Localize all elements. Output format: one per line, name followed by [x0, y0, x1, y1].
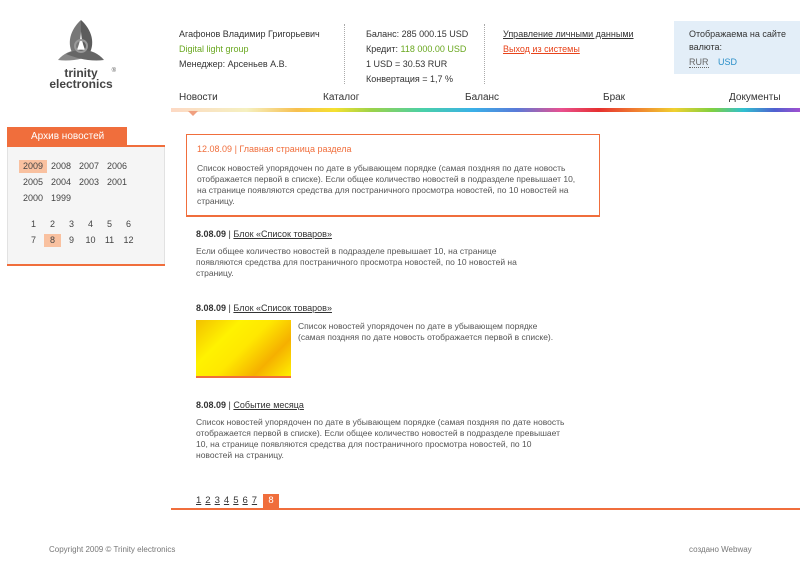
- news-text: Список новостей упорядочен по дате в убывающем порядке (самая поздняя по дате новость отображается первой в списке).: [298, 321, 554, 342]
- archive-divider: [7, 264, 165, 266]
- news-title[interactable]: Событие месяца: [233, 400, 304, 410]
- news-date: 8.08.09: [196, 400, 227, 410]
- news-date: 12.08.09: [197, 144, 233, 154]
- account-summary: [366, 27, 468, 87]
- credit-label: Кредит:: [366, 44, 398, 54]
- month-link[interactable]: 3: [68, 219, 74, 229]
- header-divider: [344, 24, 345, 84]
- news-image[interactable]: [196, 320, 291, 378]
- logo[interactable]: [42, 16, 122, 92]
- archive-months: [25, 218, 145, 250]
- user-info: [179, 27, 320, 72]
- news-heading: [196, 303, 332, 313]
- news-date: 8.08.09: [196, 303, 227, 313]
- exchange-rate: 1 USD = 30.53 RUR: [366, 59, 448, 69]
- news-heading: [196, 400, 566, 410]
- month-link[interactable]: 12: [123, 235, 134, 245]
- news-item: [196, 400, 566, 461]
- page-link[interactable]: 2: [205, 495, 211, 506]
- featured-heading: [197, 144, 599, 154]
- balance-row: [366, 27, 468, 42]
- nav-rainbow-bar: [171, 108, 800, 112]
- news-text: Если общее количество новостей в подразделе превышает 10, на странице появляются средства для постраничного просмотра новостей, по 10 новостей на страницу.: [196, 246, 517, 278]
- news-separator: |: [234, 144, 237, 154]
- account-links: [503, 27, 634, 57]
- news-separator: |: [228, 229, 231, 239]
- archive-title: Архив новостей: [7, 127, 127, 146]
- balance-value: 285 000.15 USD: [401, 29, 469, 39]
- page-link[interactable]: 3: [214, 495, 220, 506]
- month-link[interactable]: 10: [85, 235, 96, 245]
- content-divider: [171, 508, 800, 510]
- currency-label: Отображаема на сайте валюта:: [689, 29, 786, 52]
- profile-link[interactable]: Управление личными данными: [503, 29, 634, 39]
- credit-row: [366, 42, 468, 57]
- nav-item-defects[interactable]: Брак: [603, 92, 626, 103]
- page-link[interactable]: 4: [223, 495, 230, 506]
- page-link[interactable]: 1: [196, 495, 202, 506]
- currency-options: [689, 56, 800, 69]
- main-nav: [171, 90, 800, 106]
- year-link[interactable]: 1999: [50, 193, 72, 203]
- conversion-rate: Конвертация = 1,7 %: [366, 74, 454, 84]
- news-item: [196, 303, 332, 313]
- news-text: Список новостей упорядочен по дате в убывающем порядке (самая поздняя по дате новость отображается первой в списке). Если общее количество новостей в подразделе превышает 10, на странице появляются средства для постраничного просмотра новостей, по 10 новостей на страницу.: [196, 417, 565, 460]
- archive-years: [19, 160, 149, 208]
- month-link[interactable]: 4: [87, 219, 93, 229]
- year-link[interactable]: 2006: [106, 161, 128, 171]
- news-item: [196, 229, 536, 279]
- logout-link[interactable]: Выход из системы: [503, 44, 580, 54]
- nav-active-arrow-icon: [188, 111, 198, 116]
- user-name: Агафонов Владимир Григорьевич: [179, 29, 320, 39]
- month-link[interactable]: 11: [104, 235, 115, 245]
- page-link[interactable]: 5: [233, 495, 239, 506]
- news-heading: [196, 229, 536, 239]
- nav-item-documents[interactable]: Документы: [729, 92, 781, 103]
- featured-news: [186, 134, 600, 217]
- month-link[interactable]: 5: [106, 219, 112, 229]
- news-title[interactable]: Блок «Список товаров»: [233, 303, 332, 313]
- news-title[interactable]: Блок «Список товаров»: [233, 229, 332, 239]
- logo-line2: electronics: [49, 77, 113, 91]
- year-link[interactable]: 2005: [22, 177, 44, 187]
- page-link[interactable]: 7: [251, 495, 258, 506]
- year-link[interactable]: 2004: [50, 177, 72, 187]
- year-link[interactable]: 2001: [106, 177, 128, 187]
- month-link[interactable]: 2: [49, 219, 55, 229]
- year-link[interactable]: 2003: [78, 177, 100, 187]
- news-title[interactable]: Главная страница раздела: [239, 144, 352, 154]
- pagination: [196, 494, 283, 508]
- news-text: Список новостей упорядочен по дате в убывающем порядке (самая поздняя по дате новость отображается первой в списке). Если общее количество новостей в подразделе превышает 10, на странице появляются средства для постраничного просмотра новостей, по 10 новостей на страницу.: [197, 163, 576, 206]
- year-link[interactable]: 2008: [50, 161, 72, 171]
- month-link[interactable]: 1: [30, 219, 36, 229]
- news-separator: |: [228, 400, 231, 410]
- nav-item-catalog[interactable]: Каталог: [323, 92, 360, 103]
- currency-selector: [674, 21, 800, 74]
- user-manager: Менеджер: Арсеньев А.В.: [179, 59, 288, 69]
- year-link[interactable]: 2007: [78, 161, 100, 171]
- month-link[interactable]: 9: [68, 235, 74, 245]
- month-link[interactable]: 6: [125, 219, 131, 229]
- page-link[interactable]: 6: [242, 495, 248, 506]
- logo-line1: trinity: [64, 66, 98, 80]
- page-link-current[interactable]: 8: [263, 494, 279, 508]
- nav-item-balance[interactable]: Баланс: [465, 92, 500, 103]
- year-link[interactable]: 2009: [19, 160, 47, 173]
- footer-credit[interactable]: создано Webway: [689, 545, 752, 554]
- trinity-knot-icon: [52, 16, 110, 68]
- user-company: Digital light group: [179, 44, 249, 54]
- registered-mark: ®: [111, 68, 116, 74]
- month-link[interactable]: 8: [44, 234, 61, 247]
- news-separator: |: [228, 303, 231, 313]
- header-divider: [484, 24, 485, 84]
- balance-label: Баланс:: [366, 29, 400, 39]
- logo-text: [46, 68, 116, 90]
- footer-copyright: Copyright 2009 © Trinity electronics: [49, 545, 176, 554]
- nav-item-news[interactable]: Новости: [179, 92, 218, 103]
- news-date: 8.08.09: [196, 229, 227, 239]
- month-link[interactable]: 7: [30, 235, 36, 245]
- currency-rur[interactable]: RUR: [689, 57, 709, 67]
- credit-value: 118 000.00 USD: [400, 44, 467, 54]
- year-link[interactable]: 2000: [22, 193, 44, 203]
- currency-usd[interactable]: USD: [718, 57, 738, 67]
